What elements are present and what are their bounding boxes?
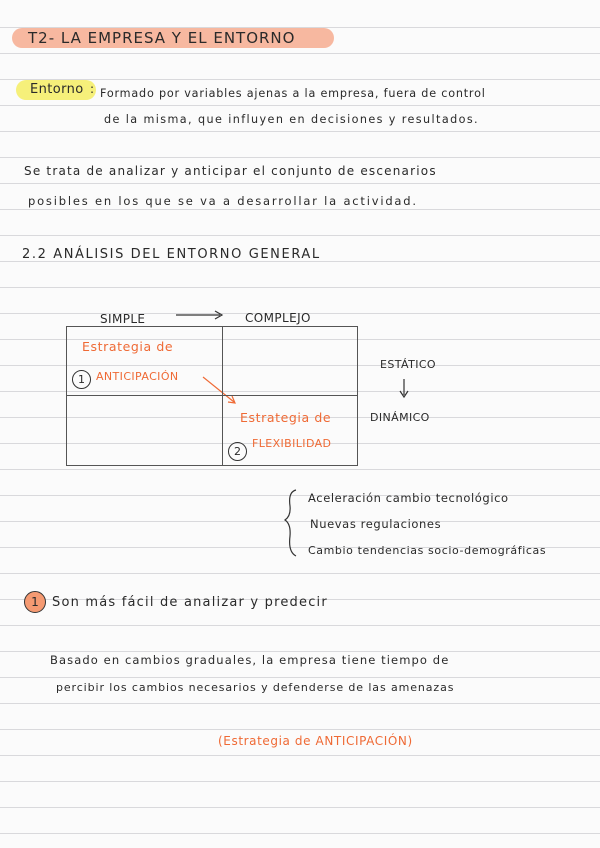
page-title: T2- LA EMPRESA Y EL ENTORNO xyxy=(28,29,296,47)
definition-colon: : xyxy=(90,82,95,96)
point1-strategy-note: (Estrategia de ANTICIPACIÓN) xyxy=(218,734,413,748)
paragraph-line-1: Se trata de analizar y anticipar el conjunto de escenarios xyxy=(24,164,437,178)
cell1-number-circle: 1 xyxy=(72,370,91,389)
point1-line-2: percibir los cambios necesarios y defenderse de las amenazas xyxy=(56,681,455,694)
paragraph-line-2: posibles en los que se va a desarrollar la actividad. xyxy=(28,194,418,208)
point1-number-circle: 1 xyxy=(24,591,46,613)
cell2-strategy-name: FLEXIBILIDAD xyxy=(252,437,332,450)
matrix-divider-horizontal xyxy=(66,395,358,396)
point1-heading: Son más fácil de analizar y predecir xyxy=(52,595,328,610)
factor-item-3: Cambio tendencias socio-demográficas xyxy=(308,544,547,557)
matrix-row-dinamico: DINÁMICO xyxy=(370,411,430,424)
factor-item-2: Nuevas regulaciones xyxy=(310,517,442,531)
matrix-col-complejo: COMPLEJO xyxy=(245,311,311,325)
cell2-number-circle: 2 xyxy=(228,442,247,461)
matrix-col-simple: SIMPLE xyxy=(100,312,146,326)
matrix-row-estatico: ESTÁTICO xyxy=(380,358,436,371)
definition-term: Entorno xyxy=(30,82,84,97)
point1-line-1: Basado en cambios graduales, la empresa tiene tiempo de xyxy=(50,653,450,667)
factor-item-1: Aceleración cambio tecnológico xyxy=(308,491,509,505)
cell1-strategy-label: Estrategia de xyxy=(82,339,174,354)
section-heading: 2.2 ANÁLISIS DEL ENTORNO GENERAL xyxy=(22,247,321,262)
cell1-strategy-name: ANTICIPACIÓN xyxy=(96,370,179,383)
definition-line-1: Formado por variables ajenas a la empresa, fuera de control xyxy=(100,87,486,100)
cell2-strategy-label: Estrategia de xyxy=(240,410,332,425)
definition-line-2: de la misma, que influyen en decisiones y resultados. xyxy=(104,113,480,126)
